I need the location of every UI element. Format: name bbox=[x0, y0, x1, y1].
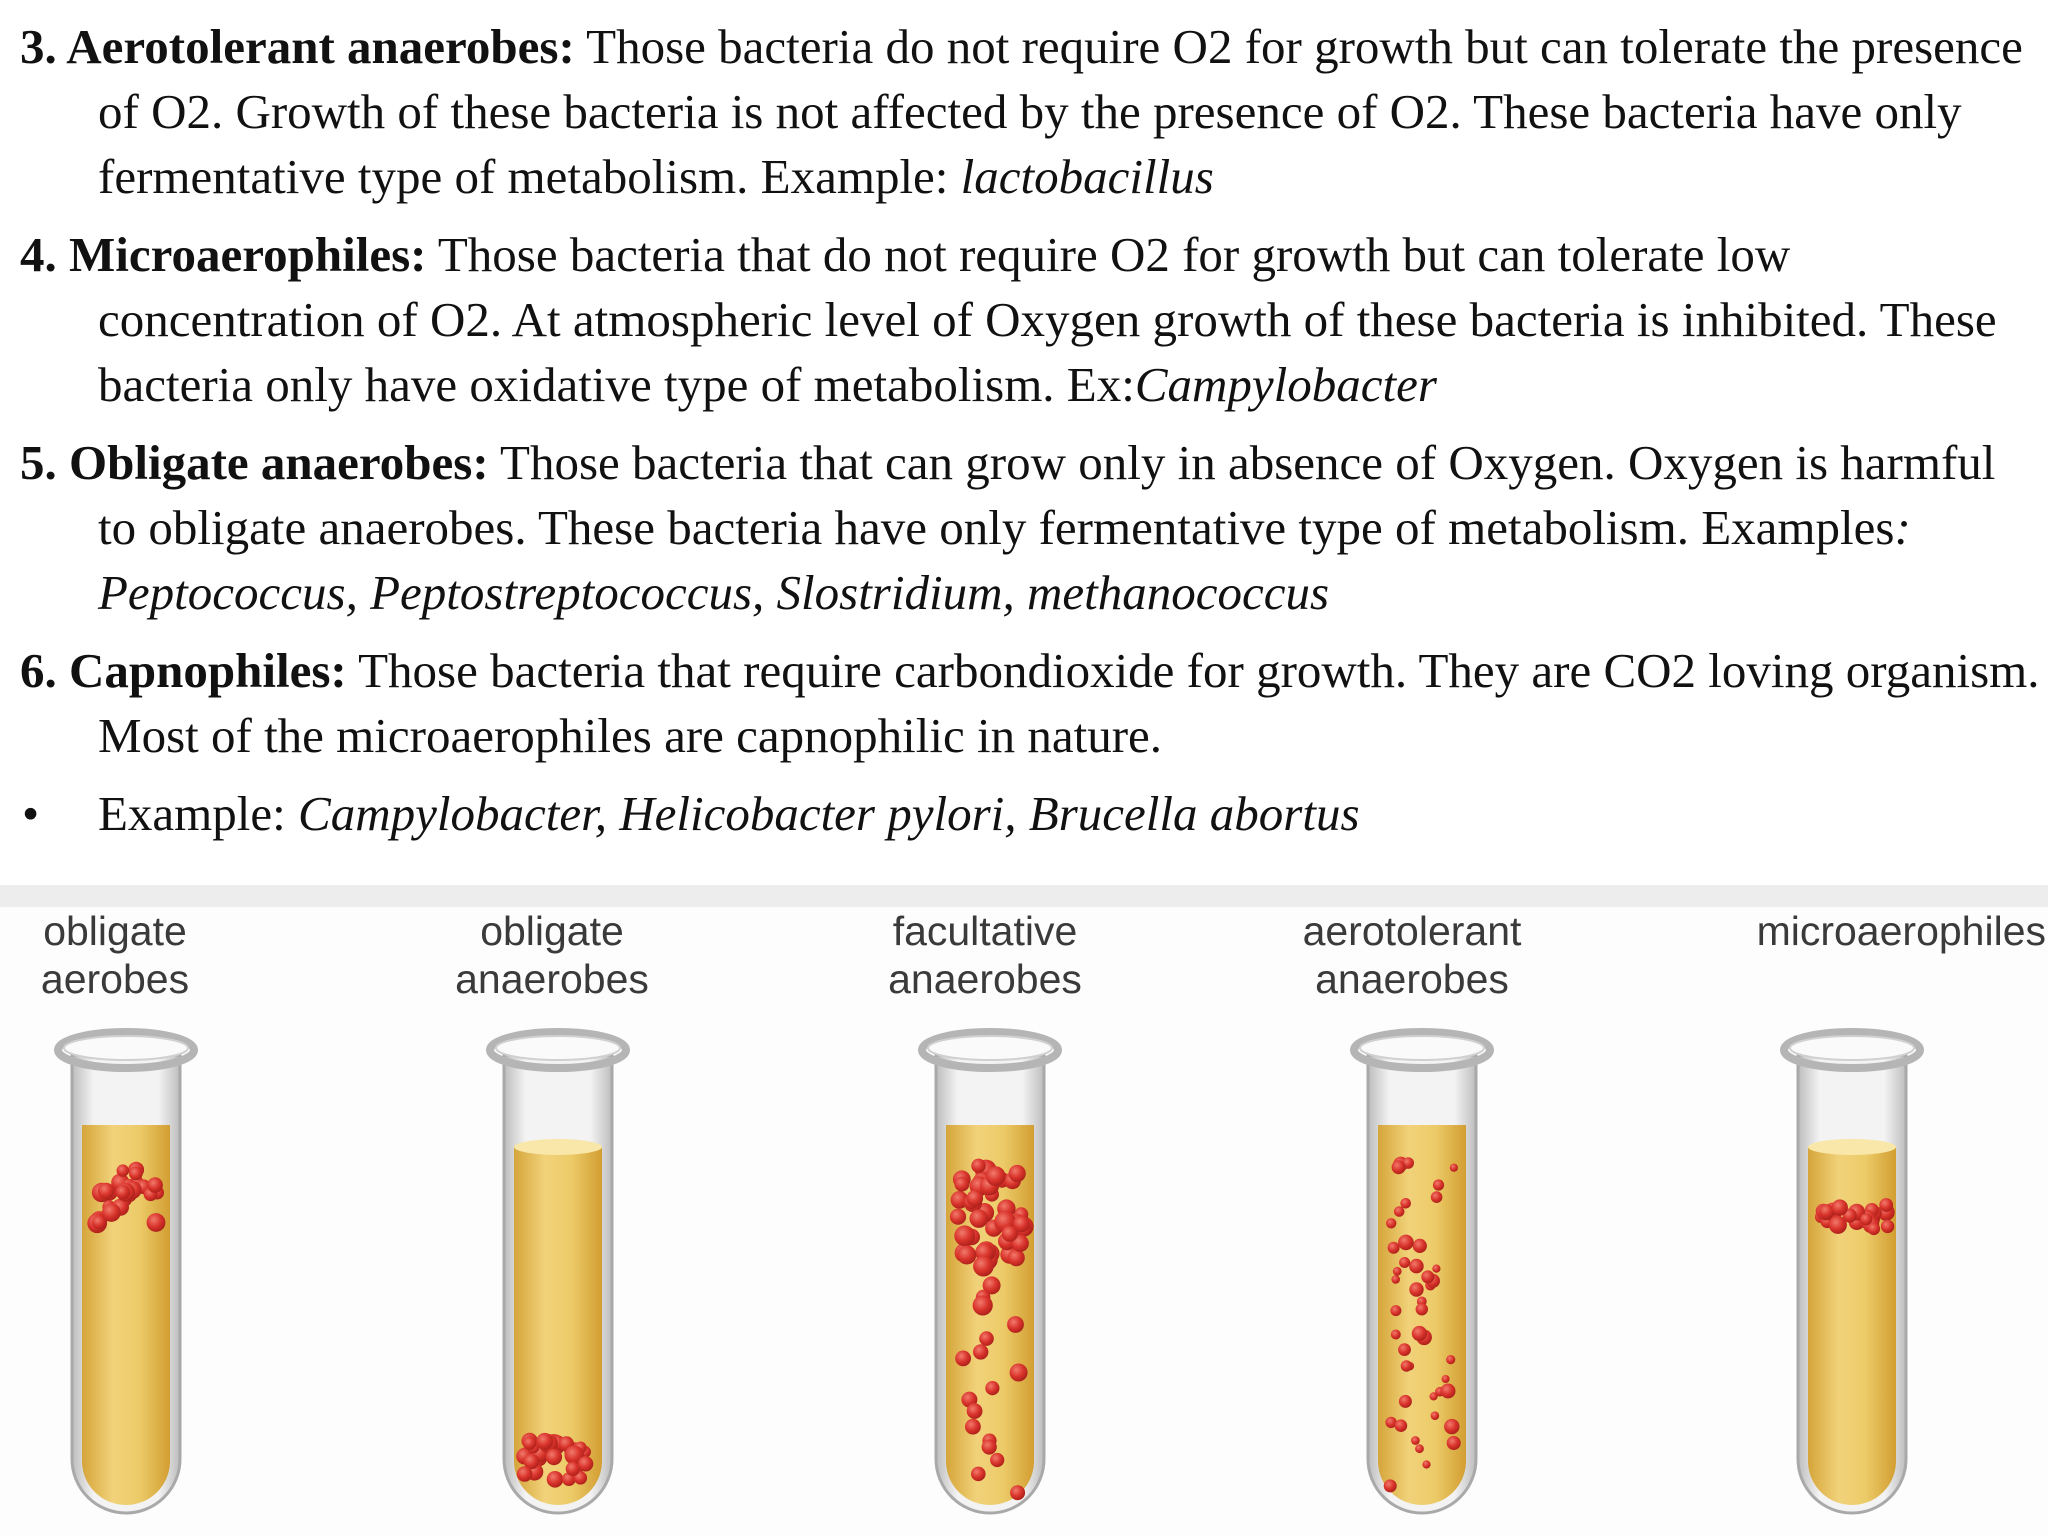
bacteria-colony bbox=[1446, 1355, 1455, 1364]
bacteria-colony bbox=[954, 1177, 969, 1192]
medium-surface bbox=[514, 1139, 602, 1155]
bacteria-colony bbox=[971, 1159, 985, 1173]
bacteria-colony bbox=[1008, 1249, 1025, 1266]
tube-opening bbox=[1790, 1036, 1914, 1060]
tube-opening bbox=[64, 1036, 188, 1060]
bacteria-colony bbox=[965, 1419, 981, 1435]
tube-label-microaerophiles: microaerophiles bbox=[1756, 908, 2046, 954]
bacteria-colony bbox=[1416, 1303, 1428, 1315]
bacteria-colony bbox=[1009, 1165, 1026, 1182]
bacteria-colony bbox=[1411, 1436, 1420, 1445]
bullet-label: Example: bbox=[98, 786, 299, 841]
entry-obligate-anaerobes bbox=[20, 430, 2040, 625]
entry-text: Those bacteria do not require O2 for growth but can tolerate the presence of O2. Growth of these bacteria is not affected by the presence of O2. These bacteria have only fermentative type of metabolism. Example: bbox=[98, 19, 2023, 204]
bacteria-colony bbox=[1391, 1330, 1401, 1340]
bacteria-colony bbox=[1431, 1411, 1440, 1420]
bacteria-colony bbox=[1450, 1164, 1458, 1172]
bacteria-colony bbox=[1392, 1160, 1406, 1174]
bacteria-colony bbox=[985, 1381, 999, 1395]
entry-example: lactobacillus bbox=[960, 149, 1214, 204]
bacteria-colony bbox=[1412, 1326, 1427, 1341]
bacteria-colony bbox=[1391, 1275, 1400, 1284]
bacteria-colony bbox=[1007, 1316, 1024, 1333]
tube-label-obligate-anaerobes: obligate anaerobes bbox=[455, 908, 649, 1002]
bacteria-colony bbox=[102, 1203, 121, 1222]
bacteria-colony bbox=[147, 1213, 166, 1232]
bacteria-colony bbox=[1390, 1305, 1401, 1316]
bacteria-colony bbox=[536, 1433, 553, 1450]
test-tube bbox=[490, 1032, 626, 1513]
bacteria-colony bbox=[523, 1436, 536, 1449]
bacteria-colony bbox=[129, 1167, 143, 1181]
bacteria-colony bbox=[1409, 1259, 1424, 1274]
tubes-illustration bbox=[0, 885, 2048, 1536]
bacteria-colony bbox=[1394, 1206, 1405, 1217]
bacteria-colony bbox=[1398, 1235, 1414, 1251]
bacteria-colony bbox=[986, 1166, 1006, 1186]
bacteria-colony bbox=[950, 1209, 966, 1225]
bacteria-colony bbox=[1442, 1375, 1450, 1383]
bacteria-colony bbox=[1013, 1216, 1030, 1233]
bacteria-colony bbox=[1401, 1360, 1412, 1371]
bacteria-colony bbox=[1398, 1343, 1411, 1356]
bacteria-colony bbox=[546, 1449, 562, 1465]
bacteria-colony bbox=[1388, 1242, 1400, 1254]
bacteria-colony bbox=[147, 1177, 163, 1193]
bacteria-colony bbox=[1421, 1270, 1434, 1283]
bacteria-colony bbox=[1431, 1191, 1443, 1203]
medium-surface bbox=[1808, 1139, 1896, 1155]
entry-example: Campylobacter bbox=[1134, 357, 1437, 412]
bacteria-colony bbox=[1386, 1218, 1396, 1228]
tube-opening bbox=[928, 1036, 1052, 1060]
entry-term: 4. Microaerophiles: bbox=[20, 227, 427, 282]
test-tube bbox=[1784, 1032, 1920, 1513]
bullet-marker: • bbox=[22, 786, 40, 841]
bacteria-colony bbox=[1393, 1267, 1402, 1276]
bacteria-colony bbox=[971, 1467, 986, 1482]
test-tube bbox=[1354, 1032, 1490, 1513]
bacteria-colony bbox=[1441, 1384, 1456, 1399]
bacteria-colony bbox=[1422, 1460, 1430, 1468]
tube-label-obligate-aerobes: obligate aerobes bbox=[40, 908, 190, 1002]
bacteria-colony bbox=[1010, 1364, 1028, 1382]
tube-label-aerotolerant-anaerobes: aerotolerant anaerobes bbox=[1302, 908, 1522, 1002]
bacteria-colony bbox=[967, 1190, 984, 1207]
bacteria-colony bbox=[1432, 1265, 1440, 1273]
entry-text: Those bacteria that do not require O2 for growth but can tolerate low concentration of O2. At atmospheric level of Oxygen growth of these bacteria is inhibited. These bacteria only have oxidative type of metabolism. Ex: bbox=[98, 227, 1997, 412]
bacteria-colony bbox=[1413, 1239, 1427, 1253]
bacteria-colony bbox=[1010, 1485, 1025, 1500]
entry-term: 6. Capnophiles: bbox=[20, 643, 347, 698]
bacteria-colony bbox=[982, 1439, 997, 1454]
bacteria-colony bbox=[973, 1344, 988, 1359]
bacteria-colony bbox=[1399, 1257, 1410, 1268]
text-block bbox=[20, 14, 2040, 846]
bacteria-colony bbox=[967, 1403, 983, 1419]
entry-term: 3. Aerotolerant anaerobes: bbox=[20, 19, 575, 74]
entry-microaerophiles bbox=[20, 222, 2040, 417]
entry-example: : Peptococcus, Peptostreptococcus, Slostridium, methanococcus bbox=[98, 500, 1911, 620]
bacteria-colony bbox=[1879, 1198, 1893, 1212]
test-tube bbox=[58, 1032, 194, 1513]
bacteria-colony bbox=[1881, 1220, 1894, 1233]
bacteria-colony bbox=[1384, 1479, 1397, 1492]
bacteria-colony bbox=[578, 1456, 593, 1471]
bacteria-colony bbox=[973, 1256, 994, 1277]
tube-label-facultative-anaerobes: facultative anaerobes bbox=[888, 908, 1082, 1002]
bacteria-colony bbox=[1832, 1199, 1848, 1215]
bacteria-colony bbox=[566, 1462, 580, 1476]
tube-opening bbox=[496, 1036, 620, 1060]
entry-aerotolerant-anaerobes bbox=[20, 14, 2040, 209]
bacteria-colony bbox=[990, 1453, 1004, 1467]
bacteria-colony bbox=[517, 1466, 533, 1482]
entry-term: 5. Obligate anaerobes: bbox=[20, 435, 489, 490]
bacteria-colony bbox=[1395, 1419, 1408, 1432]
bacteria-colony bbox=[1447, 1436, 1461, 1450]
bacteria-colony bbox=[116, 1185, 130, 1199]
test-tube bbox=[922, 1032, 1058, 1513]
entry-text: Those bacteria that can grow only in absence of Oxygen. Oxygen is harmful to obligate anaerobes. These bacteria have only fermentative type of metabolism. Examples bbox=[98, 435, 1996, 555]
bullet-example bbox=[20, 781, 2040, 846]
bacteria-colony bbox=[1415, 1444, 1424, 1453]
bacteria-colony bbox=[955, 1351, 971, 1367]
tube-opening bbox=[1360, 1036, 1484, 1060]
bacteria-colony bbox=[98, 1183, 114, 1199]
bacteria-colony bbox=[1409, 1282, 1423, 1296]
bullet-example-text: Campylobacter, Helicobacter pylori, Brucella abortus bbox=[298, 786, 1360, 841]
bacteria-colony bbox=[1399, 1395, 1412, 1408]
bacteria-colony bbox=[954, 1225, 975, 1246]
bacteria-colony bbox=[1433, 1179, 1444, 1190]
bacteria-colony bbox=[973, 1295, 993, 1315]
bacteria-colony bbox=[979, 1331, 994, 1346]
oxygen-tube-diagram bbox=[0, 885, 2048, 1536]
bacteria-colony bbox=[1444, 1419, 1459, 1434]
bacteria-colony bbox=[117, 1164, 129, 1176]
entry-capnophiles bbox=[20, 638, 2040, 768]
bacteria-colony bbox=[970, 1209, 989, 1228]
bacteria-colony bbox=[1868, 1223, 1881, 1236]
bacteria-colony bbox=[547, 1471, 564, 1488]
entry-text: Those bacteria that require carbondioxide for growth. They are CO2 loving organism. Most of the microaerophiles are capnophilic in nature. bbox=[98, 643, 2040, 763]
bacteria-colony bbox=[957, 1246, 976, 1265]
